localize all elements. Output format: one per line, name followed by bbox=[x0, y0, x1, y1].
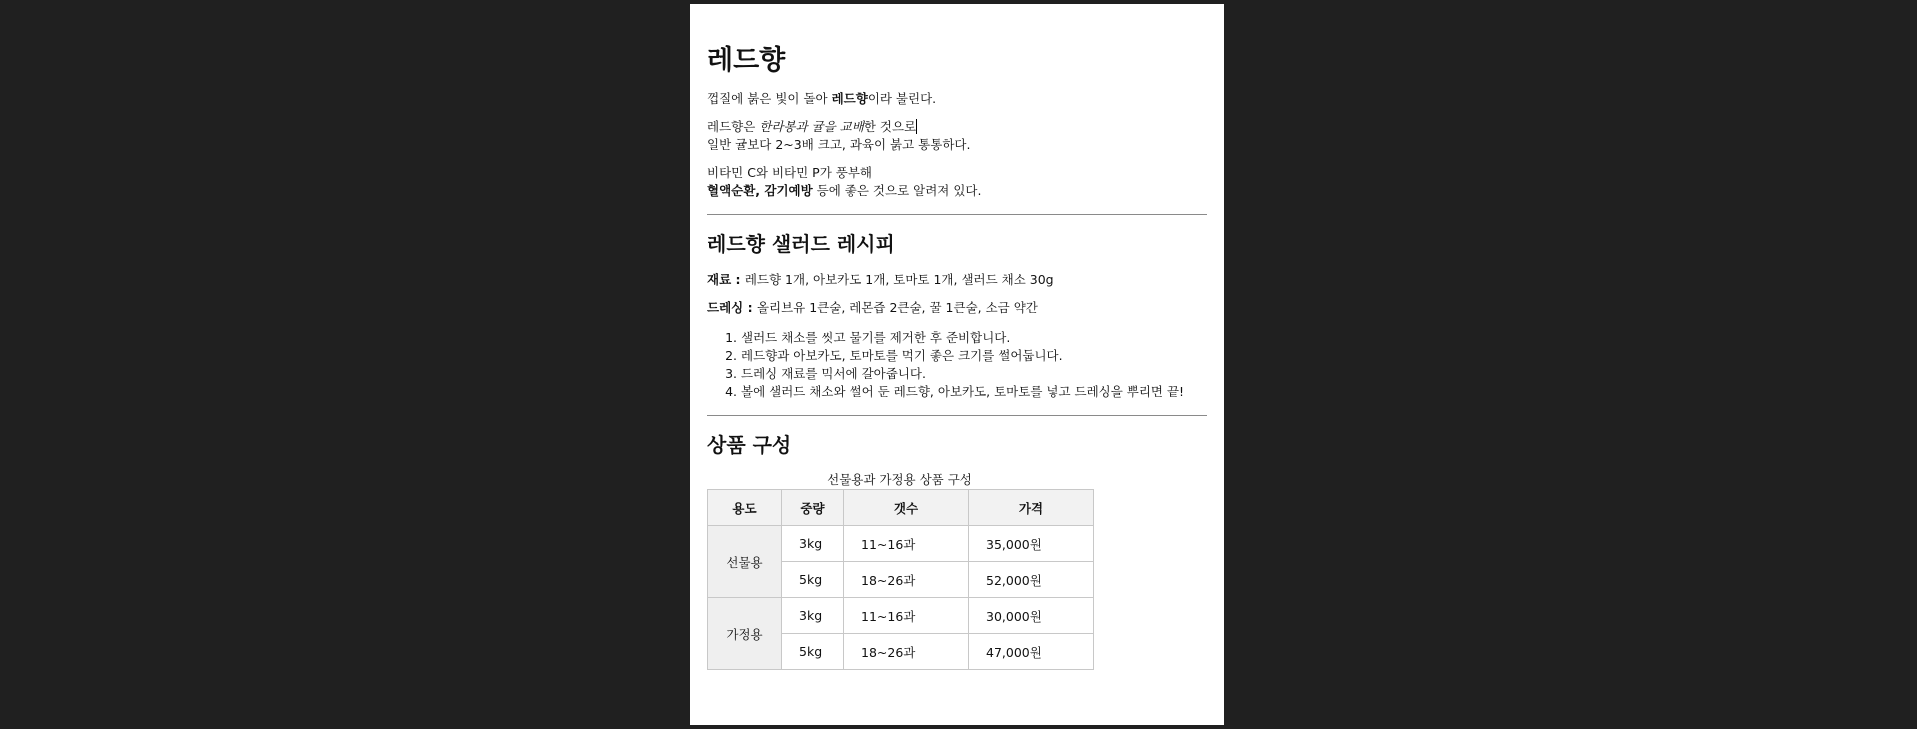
table-cell: 52,000원 bbox=[969, 562, 1094, 598]
text: 껍질에 붉은 빛이 돌아 bbox=[707, 91, 832, 106]
list-item: 2. 레드향과 아보카도, 토마토를 먹기 좋은 크기를 썰어둡니다. bbox=[741, 347, 1207, 365]
table-cell: 5kg bbox=[782, 562, 844, 598]
table-cell: 30,000원 bbox=[969, 598, 1094, 634]
table-cell: 3kg bbox=[782, 598, 844, 634]
divider bbox=[707, 415, 1207, 416]
page-title: 레드향 bbox=[707, 45, 786, 76]
header-cell: 갯수 bbox=[844, 490, 969, 526]
list-item: 4. 볼에 샐러드 채소와 썰어 둔 레드향, 아보카도, 토마토를 넣고 드레싱을 뿌리면 끝! bbox=[741, 383, 1207, 401]
italic-text: 한라봉과 귤을 교배 bbox=[759, 119, 864, 134]
header-cell: 중량 bbox=[782, 490, 844, 526]
bold-text: 레드향 bbox=[831, 91, 868, 106]
recipe-heading: 레드향 샐러드 레시피 bbox=[707, 232, 895, 256]
list-item: 3. 드레싱 재료를 믹서에 갈아줍니다. bbox=[741, 365, 1207, 383]
ingredients-label: 재료 : bbox=[707, 272, 745, 287]
dressing-label: 드레싱 : bbox=[707, 300, 757, 315]
line: 비타민 C와 비타민 P가 풍부해 bbox=[707, 165, 872, 180]
header-cell: 가격 bbox=[969, 490, 1094, 526]
recipe-steps bbox=[707, 329, 1207, 401]
document-page bbox=[690, 4, 1224, 725]
text: 한 것으로 bbox=[863, 119, 917, 134]
table-caption: 선물용과 가정용 상품 구성 bbox=[827, 472, 972, 487]
ingredients-text: 레드향 1개, 아보카도 1개, 토마토 1개, 샐러드 채소 30g bbox=[744, 272, 1054, 287]
text: 이라 불린다. bbox=[867, 91, 937, 106]
table-cell: 47,000원 bbox=[969, 634, 1094, 670]
line: 일반 귤보다 2~3배 크고, 과육이 붉고 통통하다. bbox=[707, 137, 971, 152]
intro-paragraph-3 bbox=[707, 164, 1207, 200]
line bbox=[707, 182, 1207, 200]
text-cursor bbox=[916, 119, 917, 134]
intro-paragraph-1 bbox=[707, 90, 1207, 108]
list-item: 1. 샐러드 채소를 씻고 물기를 제거한 후 준비합니다. bbox=[741, 329, 1207, 347]
bold-text: 혈액순환, 감기예방 bbox=[707, 183, 813, 198]
dressing-text: 올리브유 1큰술, 레몬즙 2큰술, 꿀 1큰술, 소금 약간 bbox=[756, 300, 1038, 315]
line bbox=[707, 118, 1207, 136]
group-cell: 선물용 bbox=[708, 526, 782, 598]
table-cell: 18~26과 bbox=[844, 634, 969, 670]
table-cell: 35,000원 bbox=[969, 526, 1094, 562]
products-table bbox=[707, 489, 1094, 670]
table-cell: 5kg bbox=[782, 634, 844, 670]
table-header-row bbox=[708, 490, 1094, 526]
table-row bbox=[708, 598, 1094, 634]
table-cell: 11~16과 bbox=[844, 598, 969, 634]
text: 등에 좋은 것으로 알려져 있다. bbox=[812, 183, 982, 198]
table-cell: 11~16과 bbox=[844, 526, 969, 562]
intro-paragraph-2[interactable] bbox=[707, 118, 1207, 154]
table-cell: 18~26과 bbox=[844, 562, 969, 598]
dressing-line bbox=[707, 299, 1207, 317]
products-heading: 상품 구성 bbox=[707, 433, 792, 457]
divider bbox=[707, 214, 1207, 215]
text: 레드향은 bbox=[707, 119, 760, 134]
table-row bbox=[708, 526, 1094, 562]
ingredients-line bbox=[707, 271, 1207, 289]
group-cell: 가정용 bbox=[708, 598, 782, 670]
table-cell: 3kg bbox=[782, 526, 844, 562]
header-cell: 용도 bbox=[708, 490, 782, 526]
